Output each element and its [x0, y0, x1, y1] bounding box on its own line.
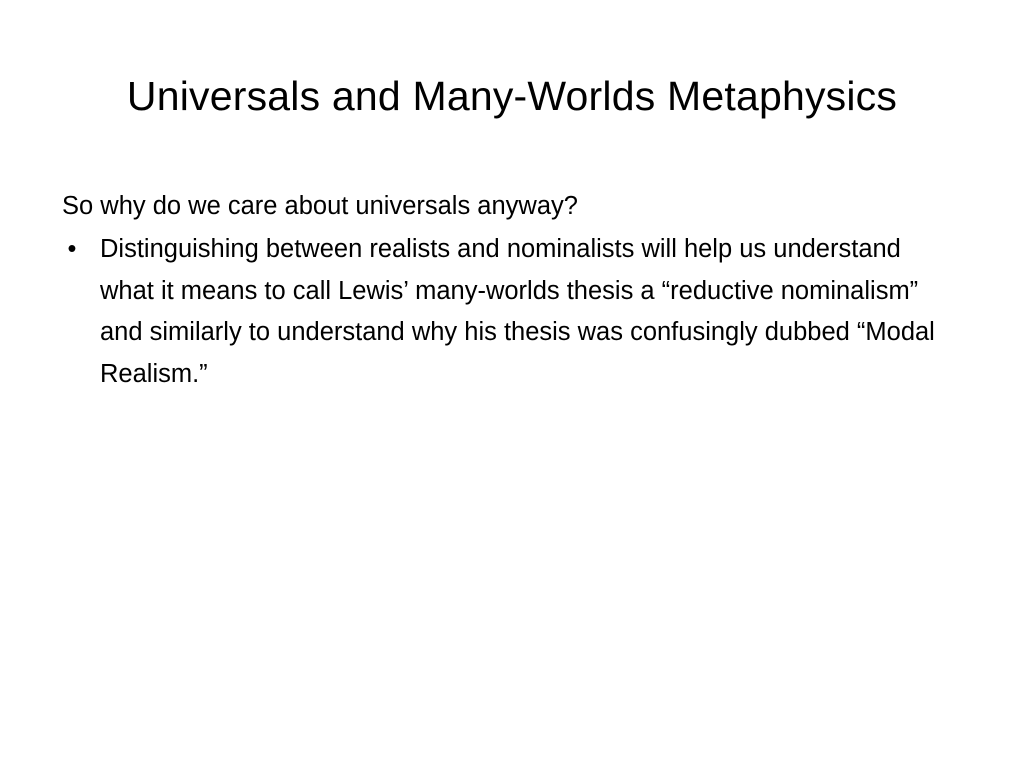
lead-question: So why do we care about universals anyway?	[62, 192, 578, 220]
bullet-icon: •	[67, 235, 77, 263]
bullet-item	[62, 229, 960, 395]
bullet-text: Distinguishing between realists and nominalists will help us understand what it means to call Lewis’ many-worlds thesis a “reductive nominalism” and similarly to understand why his thesis was confusingly dubbed “Modal Realism.”	[100, 235, 935, 388]
slide-body	[62, 186, 962, 395]
slide-title: Universals and Many-Worlds Metaphysics	[126, 73, 898, 119]
bullet-list	[62, 229, 962, 395]
